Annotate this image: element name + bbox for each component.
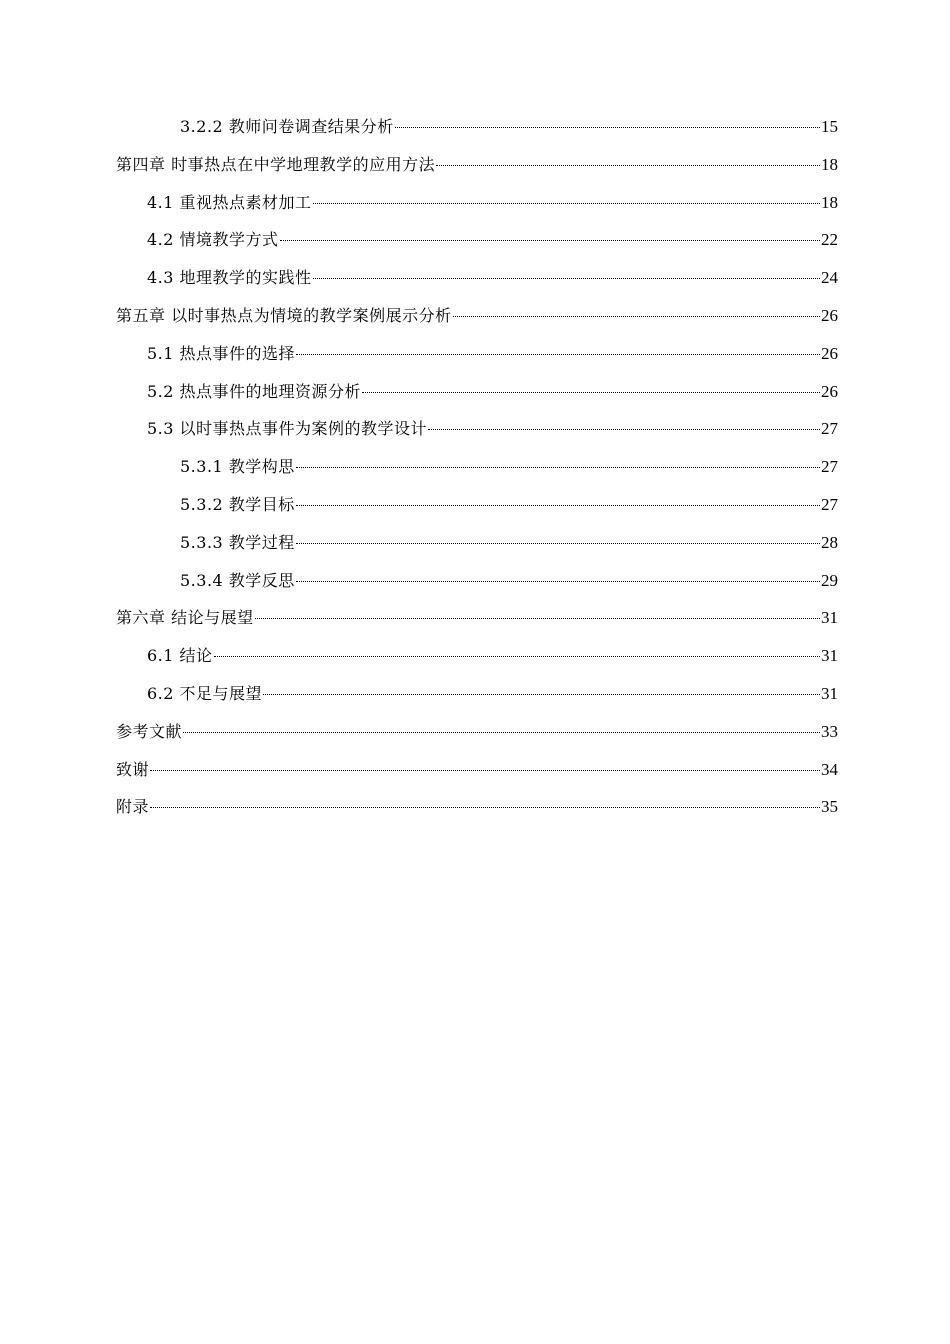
toc-dot-leader (453, 315, 820, 317)
toc-entry[interactable] (116, 108, 838, 146)
toc-entry-page-number: 27 (821, 494, 838, 514)
toc-entry[interactable] (116, 373, 838, 411)
toc-entry[interactable] (116, 788, 838, 826)
toc-dot-leader (296, 580, 820, 582)
toc-entry[interactable] (116, 713, 838, 751)
toc-entry[interactable] (116, 751, 838, 789)
toc-entry[interactable] (116, 146, 838, 184)
toc-dot-leader (296, 466, 820, 468)
toc-entry[interactable] (116, 335, 838, 373)
toc-entry-page-number: 26 (821, 305, 838, 325)
toc-dot-leader (280, 239, 820, 241)
toc-entry-page-number: 27 (821, 457, 838, 477)
toc-entry-page-number: 31 (821, 683, 838, 703)
toc-entry-title: 5.3.4 教学反思 (180, 570, 295, 590)
toc-entry[interactable] (116, 297, 838, 335)
toc-entry-page-number: 27 (821, 419, 838, 439)
toc-entry-page-number: 24 (821, 268, 838, 288)
toc-entry-title: 5.3.1 教学构思 (180, 457, 295, 477)
toc-entry-title: 4.3 地理教学的实践性 (147, 268, 312, 288)
toc-entry-title: 致谢 (116, 759, 150, 779)
toc-entry-page-number: 31 (821, 646, 838, 666)
toc-entry-title: 4.2 情境教学方式 (147, 230, 279, 250)
toc-entry-title: 5.2 热点事件的地理资源分析 (147, 381, 362, 401)
toc-dot-leader (313, 202, 820, 204)
toc-entry-title: 第四章 时事热点在中学地理教学的应用方法 (116, 154, 436, 174)
toc-entry-title: 第五章 以时事热点为情境的教学案例展示分析 (116, 305, 452, 325)
toc-entry-title: 附录 (116, 797, 150, 817)
table-of-contents (116, 108, 838, 826)
toc-entry[interactable] (116, 259, 838, 297)
toc-entry-title: 6.2 不足与展望 (147, 683, 263, 703)
toc-entry[interactable] (116, 410, 838, 448)
toc-entry-page-number: 15 (821, 117, 838, 136)
toc-entry-title: 4.1 重视热点素材加工 (147, 192, 312, 212)
toc-entry[interactable] (116, 637, 838, 675)
toc-dot-leader (150, 769, 820, 771)
toc-entry-title: 第六章 结论与展望 (116, 608, 254, 628)
toc-entry-title: 5.3.3 教学过程 (180, 532, 295, 552)
toc-dot-leader (255, 617, 820, 619)
toc-dot-leader (263, 693, 820, 695)
toc-dot-leader (313, 277, 820, 279)
toc-dot-leader (183, 731, 820, 733)
toc-dot-leader (296, 353, 820, 355)
toc-entry-page-number: 26 (821, 343, 838, 363)
toc-dot-leader (362, 391, 820, 393)
toc-entry-page-number: 31 (821, 608, 838, 628)
toc-entry-page-number: 34 (821, 759, 838, 779)
toc-entry[interactable] (116, 599, 838, 637)
toc-entry[interactable] (116, 486, 838, 524)
toc-entry-page-number: 29 (821, 570, 838, 590)
toc-entry-title: 3.2.2 教师问卷调查结果分析 (180, 117, 394, 136)
toc-dot-leader (436, 164, 820, 166)
toc-entry-page-number: 22 (821, 230, 838, 250)
toc-entry[interactable] (116, 221, 838, 259)
toc-dot-leader (296, 542, 820, 544)
toc-entry-page-number: 33 (821, 721, 838, 741)
toc-entry[interactable] (116, 562, 838, 600)
toc-entry-page-number: 35 (821, 797, 838, 817)
toc-entry-title: 6.1 结论 (147, 646, 213, 666)
toc-entry-title: 5.3 以时事热点事件为案例的教学设计 (147, 419, 428, 439)
toc-entry[interactable] (116, 524, 838, 562)
toc-dot-leader (395, 126, 820, 128)
toc-entry-page-number: 28 (821, 532, 838, 552)
toc-dot-leader (296, 504, 820, 506)
toc-entry-page-number: 18 (821, 192, 838, 212)
toc-dot-leader (428, 428, 820, 430)
toc-entry-page-number: 26 (821, 381, 838, 401)
toc-entry[interactable] (116, 675, 838, 713)
toc-entry-title: 5.1 热点事件的选择 (147, 343, 296, 363)
toc-dot-leader (150, 806, 820, 808)
toc-entry-title: 参考文献 (116, 721, 183, 741)
toc-entry-title: 5.3.2 教学目标 (180, 494, 295, 514)
toc-entry[interactable] (116, 448, 838, 486)
toc-dot-leader (214, 655, 820, 657)
toc-entry-page-number: 18 (821, 154, 838, 174)
toc-entry[interactable] (116, 184, 838, 222)
